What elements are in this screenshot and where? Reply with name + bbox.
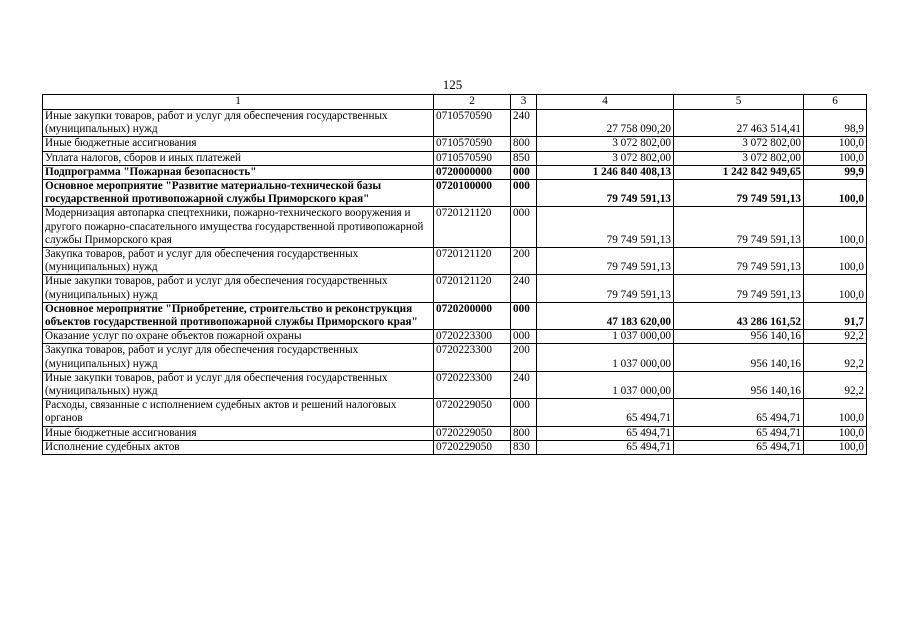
row-kind: 000 [511, 302, 537, 329]
header-cell-code: 2 [434, 95, 511, 110]
row-percent: 100,0 [804, 399, 867, 426]
row-percent: 99,9 [804, 165, 867, 179]
row-percent: 100,0 [804, 137, 867, 151]
row-code: 0720100000 [434, 180, 511, 207]
row-fact-amount: 956 140,16 [674, 344, 804, 371]
row-name: Расходы, связанные с исполнением судебных актов и решений налоговых органов [43, 399, 434, 426]
row-plan-amount: 79 749 591,13 [537, 248, 674, 275]
row-fact-amount: 27 463 514,41 [674, 110, 804, 137]
row-name: Уплата налогов, сборов и иных платежей [43, 151, 434, 165]
row-code: 0720223300 [434, 344, 511, 371]
row-kind: 200 [511, 344, 537, 371]
row-kind: 000 [511, 165, 537, 179]
table-row [43, 151, 867, 165]
table-row [43, 371, 867, 398]
row-percent: 92,2 [804, 330, 867, 344]
row-kind: 000 [511, 180, 537, 207]
row-kind: 000 [511, 399, 537, 426]
row-fact-amount: 1 242 842 949,65 [674, 165, 804, 179]
row-fact-amount: 956 140,16 [674, 330, 804, 344]
row-name: Закупка товаров, работ и услуг для обеспечения государственных (муниципальных) нужд [43, 248, 434, 275]
row-code: 0720200000 [434, 302, 511, 329]
row-fact-amount: 79 749 591,13 [674, 275, 804, 302]
row-plan-amount: 1 037 000,00 [537, 371, 674, 398]
row-plan-amount: 79 749 591,13 [537, 207, 674, 248]
table-row [43, 137, 867, 151]
row-plan-amount: 65 494,71 [537, 399, 674, 426]
row-fact-amount: 79 749 591,13 [674, 248, 804, 275]
row-plan-amount: 79 749 591,13 [537, 275, 674, 302]
table-row [43, 344, 867, 371]
row-code: 0720121120 [434, 207, 511, 248]
table-row [43, 248, 867, 275]
table-row [43, 110, 867, 137]
row-percent: 100,0 [804, 151, 867, 165]
row-kind: 240 [511, 110, 537, 137]
row-code: 0710570590 [434, 110, 511, 137]
table-header-row [43, 95, 867, 110]
row-kind: 800 [511, 137, 537, 151]
row-fact-amount: 43 286 161,52 [674, 302, 804, 329]
header-cell-plan: 4 [537, 95, 674, 110]
row-code: 0710570590 [434, 137, 511, 151]
row-kind: 830 [511, 440, 537, 454]
row-kind: 800 [511, 426, 537, 440]
row-code: 0720223300 [434, 371, 511, 398]
table-row [43, 207, 867, 248]
row-plan-amount: 1 037 000,00 [537, 344, 674, 371]
row-name: Подпрограмма "Пожарная безопасность" [43, 165, 434, 179]
row-name: Основное мероприятие "Развитие материально-технической базы государственной противопожарной службы Приморского края" [43, 180, 434, 207]
table-row [43, 180, 867, 207]
row-plan-amount: 1 246 840 408,13 [537, 165, 674, 179]
row-plan-amount: 1 037 000,00 [537, 330, 674, 344]
row-percent: 100,0 [804, 207, 867, 248]
row-kind: 000 [511, 207, 537, 248]
row-percent: 100,0 [804, 440, 867, 454]
row-plan-amount: 3 072 802,00 [537, 137, 674, 151]
row-percent: 100,0 [804, 275, 867, 302]
row-kind: 240 [511, 275, 537, 302]
row-fact-amount: 65 494,71 [674, 440, 804, 454]
row-name: Иные закупки товаров, работ и услуг для обеспечения государственных (муниципальных) нужд [43, 371, 434, 398]
row-percent: 91,7 [804, 302, 867, 329]
header-cell-percent: 6 [804, 95, 867, 110]
row-fact-amount: 3 072 802,00 [674, 151, 804, 165]
header-cell-kind: 3 [511, 95, 537, 110]
row-fact-amount: 79 749 591,13 [674, 180, 804, 207]
row-name: Иные бюджетные ассигнования [43, 137, 434, 151]
row-code: 0710570590 [434, 151, 511, 165]
row-fact-amount: 65 494,71 [674, 426, 804, 440]
row-percent: 92,2 [804, 344, 867, 371]
row-percent: 98,9 [804, 110, 867, 137]
row-code: 0720223300 [434, 330, 511, 344]
table-row [43, 330, 867, 344]
row-kind: 240 [511, 371, 537, 398]
table-row [43, 440, 867, 454]
row-fact-amount: 3 072 802,00 [674, 137, 804, 151]
row-plan-amount: 65 494,71 [537, 426, 674, 440]
row-name: Иные закупки товаров, работ и услуг для обеспечения государственных (муниципальных) нужд [43, 110, 434, 137]
header-cell-name: 1 [43, 95, 434, 110]
row-kind: 000 [511, 330, 537, 344]
row-code: 0720000000 [434, 165, 511, 179]
row-code: 0720229050 [434, 399, 511, 426]
row-kind: 200 [511, 248, 537, 275]
budget-table [42, 94, 867, 455]
header-cell-fact: 5 [674, 95, 804, 110]
row-plan-amount: 47 183 620,00 [537, 302, 674, 329]
row-code: 0720229050 [434, 426, 511, 440]
table-row [43, 275, 867, 302]
row-name: Закупка товаров, работ и услуг для обеспечения государственных (муниципальных) нужд [43, 344, 434, 371]
row-name: Оказание услуг по охране объектов пожарной охраны [43, 330, 434, 344]
row-percent: 100,0 [804, 426, 867, 440]
row-kind: 850 [511, 151, 537, 165]
table-row [43, 426, 867, 440]
page-number: 125 [442, 77, 463, 92]
row-fact-amount: 956 140,16 [674, 371, 804, 398]
row-plan-amount: 27 758 090,20 [537, 110, 674, 137]
row-code: 0720229050 [434, 440, 511, 454]
table-row [43, 165, 867, 179]
row-fact-amount: 65 494,71 [674, 399, 804, 426]
row-percent: 92,2 [804, 371, 867, 398]
row-name: Иные закупки товаров, работ и услуг для обеспечения государственных (муниципальных) нужд [43, 275, 434, 302]
row-name: Модернизация автопарка спецтехники, пожарно-технического вооружения и другого пожарно-спасательного имущества государственной противопожарной службы Приморского края [43, 207, 434, 248]
row-name: Иные бюджетные ассигнования [43, 426, 434, 440]
table-row [43, 399, 867, 426]
row-code: 0720121120 [434, 248, 511, 275]
row-code: 0720121120 [434, 275, 511, 302]
row-name: Исполнение судебных актов [43, 440, 434, 454]
row-name: Основное мероприятие "Приобретение, строительство и реконструкция объектов государственной противопожарной службы Приморского края" [43, 302, 434, 329]
row-plan-amount: 3 072 802,00 [537, 151, 674, 165]
row-fact-amount: 79 749 591,13 [674, 207, 804, 248]
table-row [43, 302, 867, 329]
row-plan-amount: 65 494,71 [537, 440, 674, 454]
row-percent: 100,0 [804, 248, 867, 275]
row-plan-amount: 79 749 591,13 [537, 180, 674, 207]
row-percent: 100,0 [804, 180, 867, 207]
